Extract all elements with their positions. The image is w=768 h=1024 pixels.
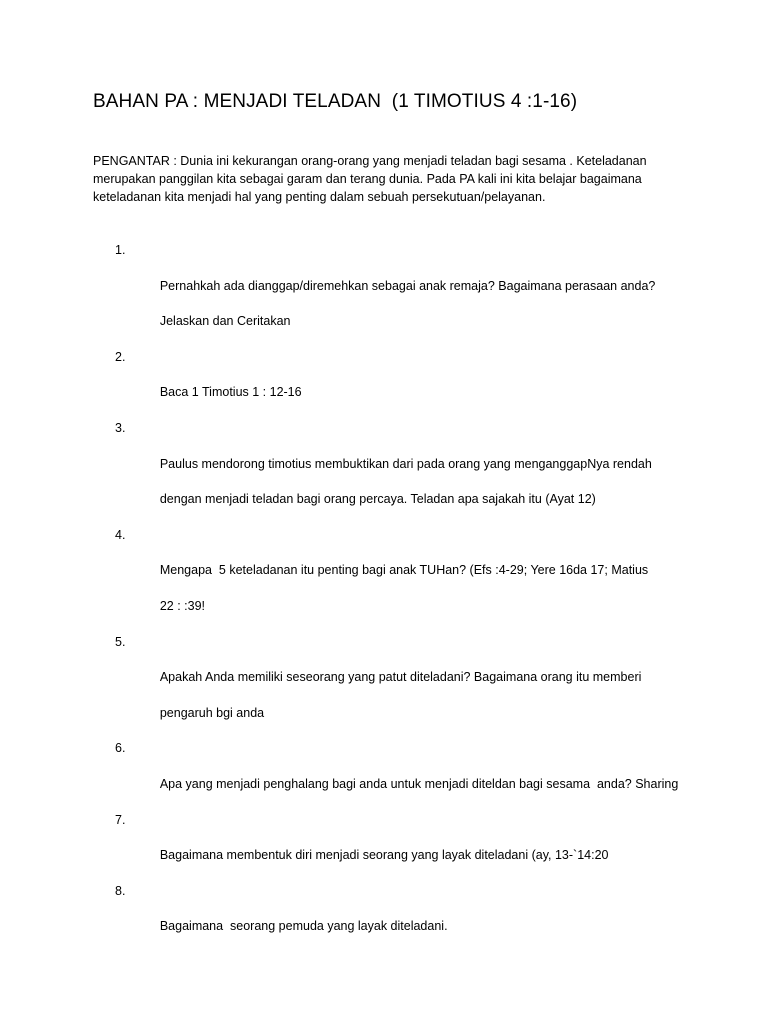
question-item [93,420,683,527]
document-title: BAHAN PA : MENJADI TELADAN (1 TIMOTIUS 4 :1-16) [93,91,578,112]
question-line: Paulus mendorong timotius membuktikan dari pada orang yang menganggapNya rendah [159,456,652,471]
question-item [93,527,683,634]
question-item [93,349,683,420]
question-line: Jelaskan dan Ceritakan [159,314,291,329]
question-number: 1. [115,243,126,257]
question-line: 22 : :39! [159,598,206,613]
question-number: 5. [115,634,126,649]
question-number: 2. [115,349,126,364]
intro-line: keteladanan kita menjadi hal yang penting dalam sebuah persekutuan/pelayanan. [93,190,546,205]
question-list [93,242,683,954]
intro-paragraph [93,152,683,207]
question-item [93,242,683,349]
intro-line: merupakan panggilan kita sebagai garam dan terang dunia. Pada PA kali ini kita belajar bagaimana [93,172,642,187]
question-item [93,634,683,741]
question-number: 7. [115,812,126,827]
question-line: pengaruh bgi anda [159,705,265,720]
question-line: Bagaimana seorang pemuda yang layak diteladani. [159,919,448,934]
question-line: dengan menjadi teladan bagi orang percaya. Teladan apa sajakah itu (Ayat 12) [159,492,596,507]
question-line: Baca 1 Timotius 1 : 12-16 [159,385,302,400]
question-line: Mengapa 5 keteladanan itu penting bagi anak TUHan? (Efs :4-29; Yere 16da 17; Matius [159,563,649,578]
question-item [93,740,683,811]
question-number: 8. [115,883,126,898]
intro-line: PENGANTAR : Dunia ini kekurangan orang-orang yang menjadi teladan bagi sesama . Keteladanan [93,154,647,168]
question-line: Bagaimana membentuk diri menjadi seorang yang layak diteladani (ay, 13-`14:20 [159,848,609,863]
question-line: Apa yang menjadi penghalang bagi anda untuk menjadi diteldan bagi sesama anda? Sharing [159,776,679,791]
question-item [93,812,683,883]
question-line: Apakah Anda memiliki seseorang yang patut diteladani? Bagaimana orang itu memberi [159,670,642,685]
question-number: 4. [115,527,126,542]
question-line: Pernahkah ada dianggap/diremehkan sebagai anak remaja? Bagaimana perasaan anda? [159,278,656,293]
question-number: 3. [115,420,126,435]
question-number: 6. [115,741,126,756]
question-item [93,883,683,954]
